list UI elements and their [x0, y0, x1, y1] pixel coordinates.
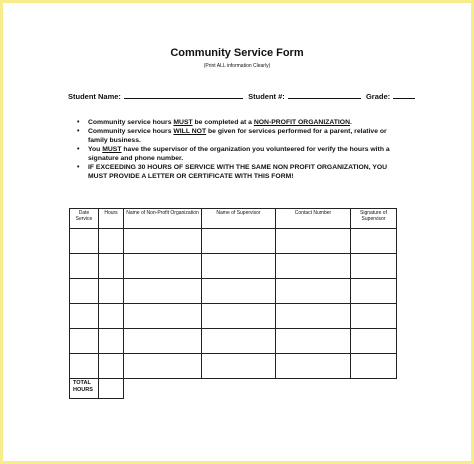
date-cell[interactable]	[70, 254, 99, 279]
instruction-item: • IF EXCEEDING 30 HOURS OF SERVICE WITH THE SAME NON PROFIT ORGANIZATION, YOU MUST PROVIDE A LETTER OR CERTIFICATE WITH THIS FORM!	[77, 164, 388, 180]
instruction-item: • Community service hours MUST be completed at a NON-PROFIT ORGANIZATION.	[77, 119, 352, 126]
date-cell[interactable]	[70, 279, 99, 304]
header-signature: Signature of Supervisor	[351, 209, 397, 229]
supervisor-cell[interactable]	[202, 354, 276, 379]
table-row	[70, 279, 397, 304]
table-row	[70, 254, 397, 279]
header-supervisor: Name of Supervisor	[202, 209, 276, 229]
hours-cell[interactable]	[99, 304, 124, 329]
hours-cell[interactable]	[99, 229, 124, 254]
bullet-icon: •	[77, 164, 80, 171]
signature-cell[interactable]	[351, 304, 397, 329]
organization-cell[interactable]	[124, 304, 202, 329]
contact-cell[interactable]	[276, 304, 351, 329]
header-contact-number: Contact Number	[276, 209, 351, 229]
instruction-item: • You MUST have the supervisor of the organization you volunteered for verify the hours with a signature and phone number.	[77, 146, 390, 162]
signature-cell[interactable]	[351, 279, 397, 304]
organization-cell[interactable]	[124, 254, 202, 279]
bullet-icon: •	[77, 128, 80, 135]
table-row	[70, 304, 397, 329]
organization-cell[interactable]	[124, 279, 202, 304]
organization-cell[interactable]	[124, 329, 202, 354]
table-header-row	[70, 209, 397, 229]
supervisor-cell[interactable]	[202, 229, 276, 254]
grade-label: Grade:	[365, 92, 391, 101]
total-hours-label: TOTAL HOURS	[70, 379, 99, 399]
signature-cell[interactable]	[351, 254, 397, 279]
supervisor-cell[interactable]	[202, 279, 276, 304]
contact-cell[interactable]	[276, 279, 351, 304]
header-hours: Hours	[99, 209, 124, 229]
student-name-label: Student Name:	[68, 92, 121, 101]
bullet-icon: •	[77, 146, 80, 153]
instructions-list	[76, 118, 406, 181]
form-title: Community Service Form	[170, 47, 304, 59]
hours-cell[interactable]	[99, 254, 124, 279]
date-cell[interactable]	[70, 354, 99, 379]
hours-cell[interactable]	[99, 329, 124, 354]
table-row	[70, 329, 397, 354]
supervisor-cell[interactable]	[202, 254, 276, 279]
student-info-line	[68, 91, 416, 101]
supervisor-cell[interactable]	[202, 304, 276, 329]
contact-cell[interactable]	[276, 229, 351, 254]
instruction-item: • Community service hours WILL NOT be given for services performed for a parent, relative or family business.	[77, 128, 387, 144]
signature-cell[interactable]	[351, 354, 397, 379]
contact-cell[interactable]	[276, 254, 351, 279]
table-row	[70, 229, 397, 254]
student-name-field[interactable]	[124, 91, 243, 99]
organization-cell[interactable]	[124, 229, 202, 254]
contact-cell[interactable]	[276, 329, 351, 354]
date-cell[interactable]	[70, 229, 99, 254]
date-cell[interactable]	[70, 329, 99, 354]
signature-cell[interactable]	[351, 229, 397, 254]
hours-cell[interactable]	[99, 354, 124, 379]
student-number-label: Student #:	[248, 92, 285, 101]
supervisor-cell[interactable]	[202, 329, 276, 354]
date-cell[interactable]	[70, 304, 99, 329]
student-number-field[interactable]	[288, 91, 361, 99]
header-date-service: Date Service	[70, 209, 99, 229]
header-organization: Name of Non-Profit Organization	[124, 209, 202, 229]
total-hours-cell[interactable]	[99, 379, 124, 399]
organization-cell[interactable]	[124, 354, 202, 379]
hours-cell[interactable]	[99, 279, 124, 304]
signature-cell[interactable]	[351, 329, 397, 354]
bullet-icon: •	[77, 119, 80, 126]
service-log-table	[69, 208, 397, 399]
total-row	[70, 379, 397, 399]
contact-cell[interactable]	[276, 354, 351, 379]
form-subtitle: (Print ALL information Clearly)	[203, 63, 271, 69]
table-row	[70, 354, 397, 379]
grade-field[interactable]	[393, 91, 415, 99]
